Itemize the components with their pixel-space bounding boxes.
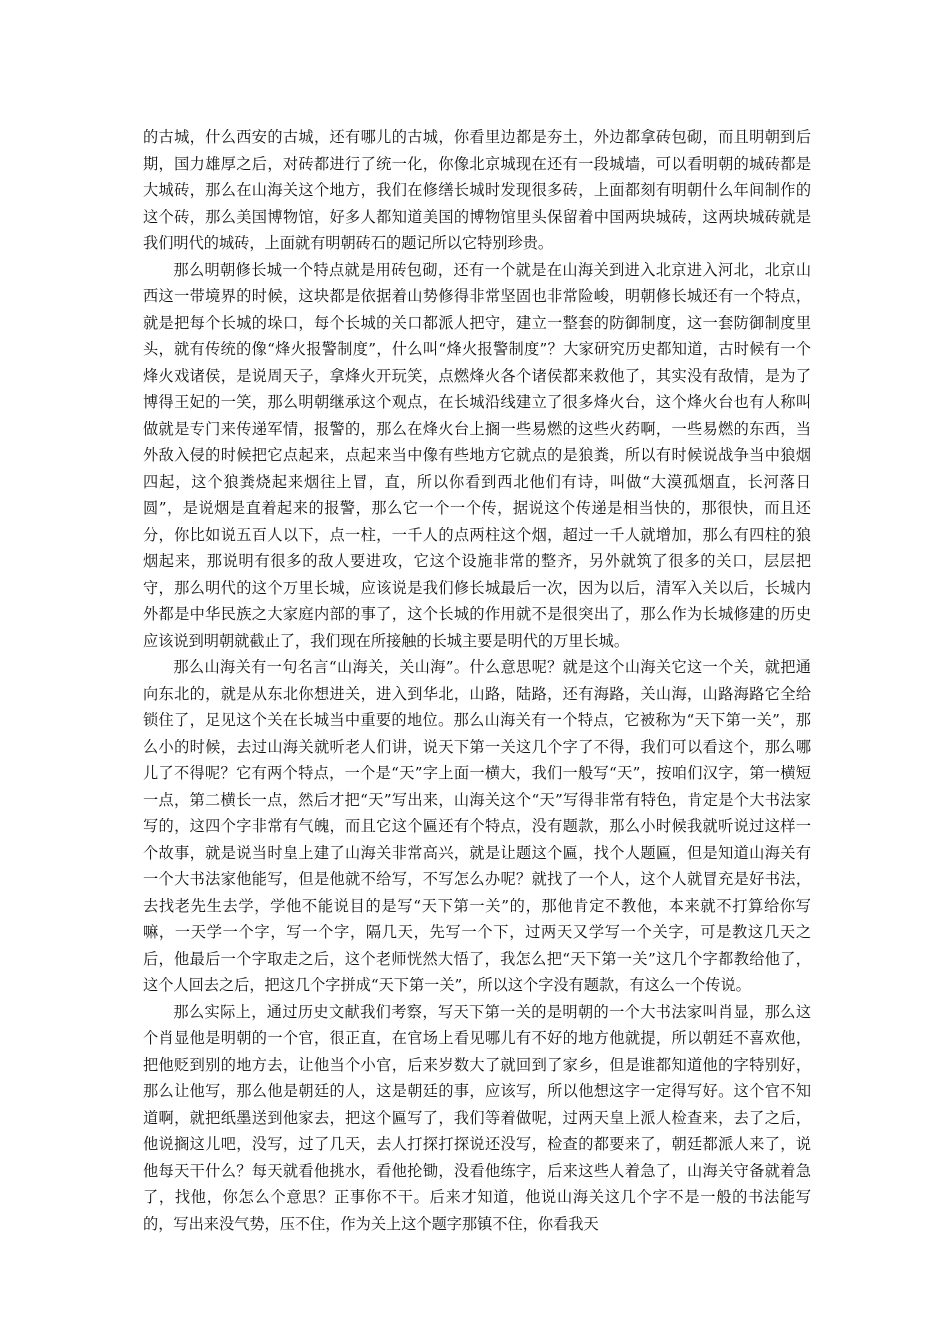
paragraph-2: 那么明朝修长城一个特点就是用砖包砌，还有一个就是在山海关到进入北京进入河北，北京山西这一带境界的时候，这块都是依据着山势修得非常坚固也非常险峻，明朝修长城还有一个特点，就是把每个长城的垛口，每个长城的关口都派人把守，建立一整套的防御制度，这一套防御制度里头，就有传统的像“烽火报警制度”，什么叫“烽火报警制度”？大家研究历史都知道，古时候有一个烽火戏诸侯，是说周天子，拿烽火开玩笑，点燃烽火各个诸侯都来救他了，其实没有敌情，是为了博得王妃的一笑，那么明朝继承这个观点，在长城沿线建立了很多烽火台，这个烽火台也有人称叫做就是专门来传递军情，报警的，那么在烽火台上搁一些易燃的这些火药啊，一些易燃的东西，当外敌入侵的时候把它点起来，点起来当中像有些地方它就点的是狼粪，所以有时候说战争当中狼烟四起，这个狼粪烧起来烟往上冒，直，所以你看到西北他们有诗，叫做“大漠孤烟直，长河落日圆”，是说烟是直着起来的报警，那么它一个一个传，据说这个传递是相当快的，那很快，而且还分，你比如说五百人以下，点一柱，一千人的点两柱这个烟，超过一千人就增加，那么有四柱的狼烟起来，那说明有很多的敌人要进攻，它这个设施非常的整齐，另外就筑了很多的关口，层层把守，那么明代的这个万里长城，应该说是我们修长城最后一次，因为以后，清军入关以后，长城内外都是中华民族之大家庭内部的事了，这个长城的作用就不是很突出了，那么作为长城修建的历史应该说到明朝就截止了，我们现在所接触的长城主要是明代的万里长城。: [143, 260, 811, 650]
paragraph-4: 那么实际上，通过历史文献我们考察，写天下第一关的是明朝的一个大书法家叫肖显，那么这个肖显他是明朝的一个官，很正直，在官场上看见哪儿有不好的地方他就提，所以朝廷不喜欢他，把他贬到别的地方去，让他当个小官，后来岁数大了就回到了家乡，但是谁都知道他的字特别好，那么让他写，那么他是朝廷的人，这是朝廷的事，应该写，所以他想这字一定得写好。这个官不知道啊，就把纸墨送到他家去，把这个匾写了，我们等着做呢，过两天皇上派人检查来，去了之后，他说搁这儿吧，没写，过了几天，去人打探打探说还没写，检查的都要来了，朝廷都派人来了，说他每天干什么？每天就看他挑水，看他抡锄，没看他练字，后来这些人着急了，山海关守备就着急了，找他，你怎么个意思？正事你不干。后来才知道，他说山海关这几个字不是一般的书法能写的，写出来没气势，压不住，作为关上这个题字那镇不住，你看我天: [143, 1002, 811, 1233]
document-page: [143, 124, 811, 1237]
paragraph-1: 的古城，什么西安的古城，还有哪儿的古城，你看里边都是夯土，外边都拿砖包砌，而且明朝到后期，国力雄厚之后，对砖都进行了统一化，你像北京城现在还有一段城墙，可以看明朝的城砖都是大城砖，那么在山海关这个地方，我们在修缮长城时发现很多砖，上面都刻有明朝什么年间制作的这个砖，那么美国博物馆，好多人都知道美国的博物馆里头保留着中国两块城砖，这两块城砖就是我们明代的城砖，上面就有明朝砖石的题记所以它特别珍贵。: [143, 128, 811, 252]
paragraph-3: 那么山海关有一句名言“山海关，关山海”。什么意思呢？就是这个山海关它这一个关，就把通向东北的，就是从东北你想进关，进入到华北，山路，陆路，还有海路，关山海，山路海路它全给锁住了，足见这个关在长城当中重要的地位。那么山海关有一个特点，它被称为“天下第一关”，那么小的时候，去过山海关就听老人们讲，说天下第一关这几个字了不得，我们可以看这个，那么哪儿了不得呢？它有两个特点，一个是“天”字上面一横大，我们一般写“天”，按咱们汉字，第一横短一点，第二横长一点，然后才把“天”写出来，山海关这个“天”写得非常有特色，肯定是个大书法家写的，这四个字非常有气魄，而且它这个匾还有个特点，没有题款，那么小时候我就听说过这样一个故事，就是说当时皇上建了山海关非常高兴，就是让题这个匾，找个人题匾，但是知道山海关有一个大书法家他能写，但是他就不给写，不写怎么办呢？就找了一个人，这个人就冒充是好书法，去找老先生去学，学他不能说目的是写“天下第一关”的，那他肯定不教他，本来就不打算给你写嘛，一天学一个字，写一个字，隔几天，先写一个下，过两天又学写一个关字，可是教这几天之后，他最后一个字取走之后，这个老师恍然大悟了，我怎么把“天下第一关”这几个字都教给他了，这个人回去之后，把这几个字拼成“天下第一关”，所以这个字没有题款，有这么一个传说。: [143, 658, 811, 994]
